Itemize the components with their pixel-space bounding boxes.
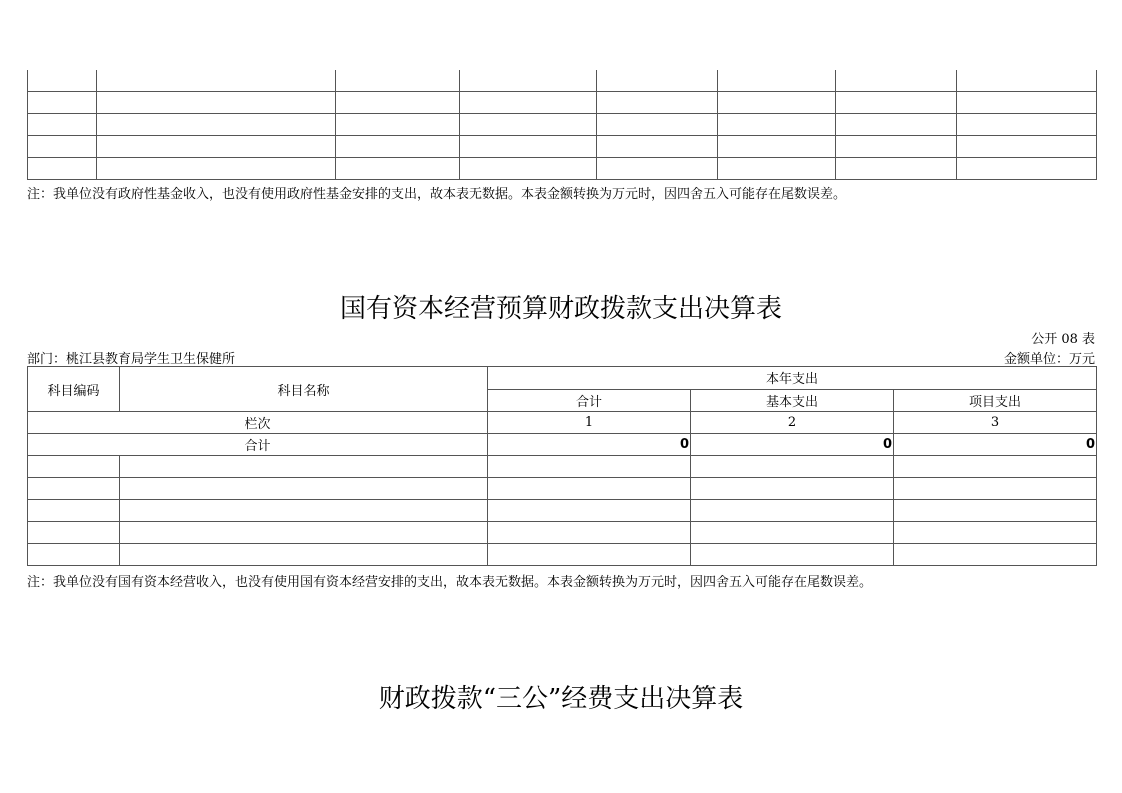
- table-row: [28, 114, 1097, 136]
- header-subject-code: 科目编码: [28, 367, 120, 412]
- column-index-row: [28, 412, 1097, 434]
- table-row: [28, 478, 1097, 500]
- table-row: [28, 136, 1097, 158]
- table-row: [28, 500, 1097, 522]
- table2-note: 注：我单位没有国有资本经营收入，也没有使用国有资本经营安排的支出，故本表无数据。本表金额转换为万元时，因四舍五入可能存在尾数误差。: [27, 575, 873, 590]
- table2-code: 公开 08 表: [1031, 332, 1095, 347]
- table1-note: 注：我单位没有政府性基金收入，也没有使用政府性基金安排的支出，故本表无数据。本表金额转换为万元时，因四舍五入可能存在尾数误差。: [27, 187, 847, 202]
- department-label: 部门：桃江县教育局学生卫生保健所: [27, 352, 236, 367]
- header-current-year: 本年支出: [488, 367, 1097, 390]
- header-total: 合计: [488, 389, 691, 412]
- project-value: 0: [894, 434, 1097, 456]
- table-row: [28, 456, 1097, 478]
- column-index-1: 1: [488, 412, 691, 434]
- header-subject-name: 科目名称: [120, 367, 488, 412]
- total-value: 0: [488, 434, 691, 456]
- table-row: [28, 522, 1097, 544]
- state-capital-expenditure-table: [27, 366, 1097, 566]
- table-row: [28, 158, 1097, 180]
- table-row: [28, 544, 1097, 566]
- header-row: [28, 367, 1097, 390]
- table-row: [28, 70, 1097, 92]
- fund-table-continuation: [27, 70, 1097, 180]
- header-basic: 基本支出: [691, 389, 894, 412]
- basic-value: 0: [691, 434, 894, 456]
- total-row: [28, 434, 1097, 456]
- column-index-label: 栏次: [28, 412, 488, 434]
- table2-title: 国有资本经营预算财政拨款支出决算表: [339, 294, 782, 324]
- table3-title: 财政拨款“三公”经费支出决算表: [378, 684, 744, 714]
- header-project: 项目支出: [894, 389, 1097, 412]
- unit-label: 金额单位：万元: [1003, 352, 1095, 367]
- column-index-2: 2: [691, 412, 894, 434]
- total-label: 合计: [28, 434, 488, 456]
- table-row: [28, 92, 1097, 114]
- column-index-3: 3: [894, 412, 1097, 434]
